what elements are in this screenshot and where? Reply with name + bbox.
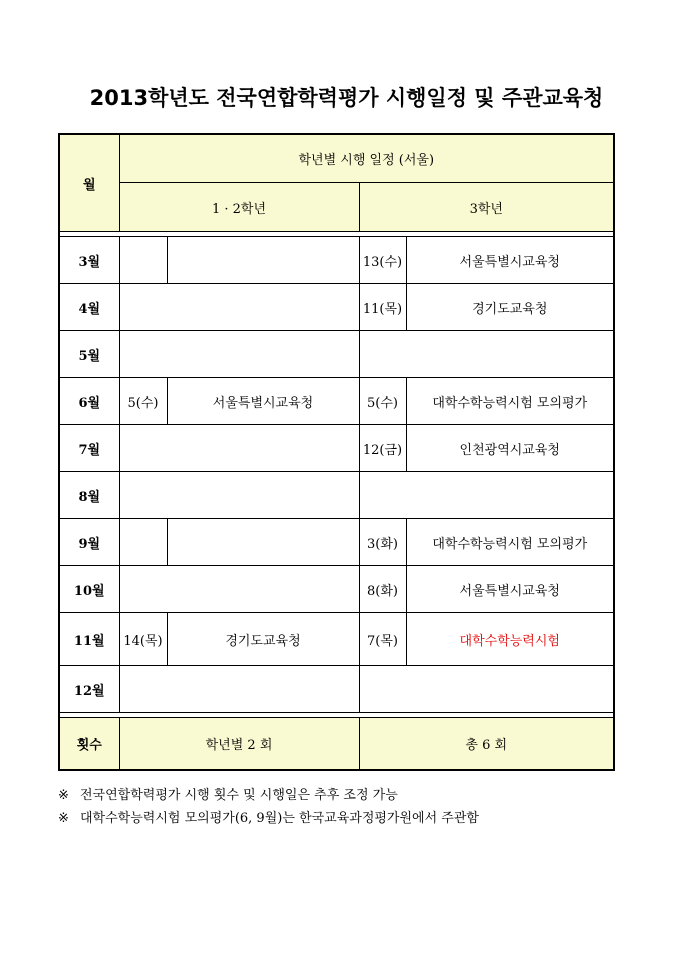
note-line — [58, 807, 658, 830]
month-cell: 10월 — [59, 566, 119, 613]
table-row — [59, 472, 614, 519]
g12-org-cell: 서울특별시교육청 — [167, 378, 359, 425]
g12-org-cell — [167, 237, 359, 284]
table-row — [59, 566, 614, 613]
g3-org-cell: 대학수학능력시험 모의평가 — [406, 519, 614, 566]
table-row — [59, 613, 614, 666]
g12-org-cell: 경기도교육청 — [167, 613, 359, 666]
table-row — [59, 284, 614, 331]
table-row — [59, 519, 614, 566]
header-schedule: 학년별 시행 일정 (서울) — [119, 134, 614, 183]
table-row — [59, 666, 614, 713]
month-cell: 6월 — [59, 378, 119, 425]
month-cell: 4월 — [59, 284, 119, 331]
month-cell: 9월 — [59, 519, 119, 566]
note-mark: ※ — [58, 811, 69, 826]
g12-cell — [119, 284, 359, 331]
month-cell: 7월 — [59, 425, 119, 472]
page-title: 2013학년도 전국연합학력평가 시행일정 및 주관교육청 — [89, 86, 604, 110]
month-cell: 3월 — [59, 237, 119, 284]
g12-date-cell: 5(수) — [119, 378, 167, 425]
table-row — [59, 331, 614, 378]
g3-date-cell: 5(수) — [359, 378, 406, 425]
g3-date-cell: 11(목) — [359, 284, 406, 331]
table-row — [59, 425, 614, 472]
g3-cell — [359, 666, 614, 713]
note-mark: ※ — [58, 788, 69, 803]
g3-org-cell: 대학수학능력시험 모의평가 — [406, 378, 614, 425]
g3-date-cell: 13(수) — [359, 237, 406, 284]
table-row — [59, 378, 614, 425]
header-grade3: 3학년 — [359, 183, 614, 232]
g12-date-cell: 14(목) — [119, 613, 167, 666]
header-grade12: 1 · 2학년 — [119, 183, 359, 232]
g3-date-cell: 7(목) — [359, 613, 406, 666]
note-text: 전국연합학력평가 시행 횟수 및 시행일은 추후 조정 가능 — [80, 788, 398, 803]
month-cell: 5월 — [59, 331, 119, 378]
g3-org-cell: 서울특별시교육청 — [406, 566, 614, 613]
g3-org-cell: 인천광역시교육청 — [406, 425, 614, 472]
schedule-table — [58, 133, 615, 771]
g12-cell — [119, 331, 359, 378]
footer-grade3-count: 총 6 회 — [359, 718, 614, 771]
g12-date-cell — [119, 237, 167, 284]
month-cell: 11월 — [59, 613, 119, 666]
g3-cell — [359, 331, 614, 378]
month-cell: 12월 — [59, 666, 119, 713]
note-text: 대학수학능력시험 모의평가(6, 9월)는 한국교육과정평가원에서 주관함 — [80, 811, 479, 826]
g12-cell — [119, 472, 359, 519]
g3-org-cell-highlight: 대학수학능력시험 — [406, 613, 614, 666]
g3-org-cell: 서울특별시교육청 — [406, 237, 614, 284]
note-line — [58, 784, 658, 807]
g12-cell — [119, 566, 359, 613]
g3-org-cell: 경기도교육청 — [406, 284, 614, 331]
g12-date-cell — [119, 519, 167, 566]
month-cell: 8월 — [59, 472, 119, 519]
g3-date-cell: 3(화) — [359, 519, 406, 566]
table-row — [59, 237, 614, 284]
g12-cell — [119, 666, 359, 713]
g3-date-cell: 12(금) — [359, 425, 406, 472]
header-month: 월 — [59, 134, 119, 232]
g3-date-cell: 8(화) — [359, 566, 406, 613]
footer-grade12-count: 학년별 2 회 — [119, 718, 359, 771]
g12-cell — [119, 425, 359, 472]
footer-label: 횟수 — [59, 718, 119, 771]
g12-org-cell — [167, 519, 359, 566]
notes — [58, 784, 658, 830]
g3-cell — [359, 472, 614, 519]
